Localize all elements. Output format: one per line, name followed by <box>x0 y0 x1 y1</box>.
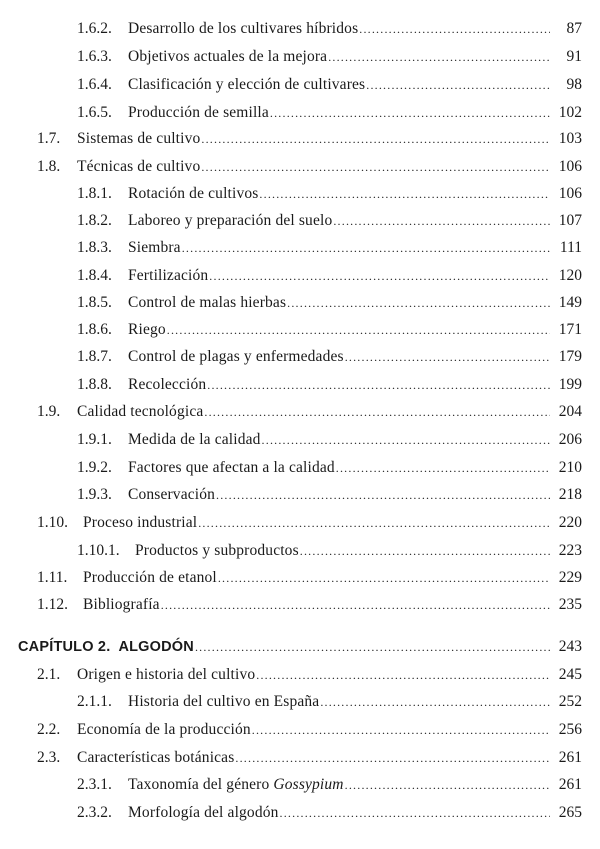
toc-entry-title: Riego <box>128 321 166 338</box>
toc-entry-page-number: 252 <box>558 693 582 710</box>
toc-entry <box>77 264 582 288</box>
toc-entry-number: 1.9.2. <box>77 459 112 476</box>
toc-entry-page-number: 243 <box>558 638 582 655</box>
toc-entry-page-number: 91 <box>566 48 582 65</box>
toc-entry-page-number: 179 <box>558 348 582 365</box>
toc-entry <box>77 483 582 507</box>
dot-leader <box>198 511 550 535</box>
toc-entry-title: Factores que afectan a la calidad <box>128 459 335 476</box>
toc-entry <box>37 746 582 770</box>
toc-entry-number: 1.8.8. <box>77 376 112 393</box>
dot-leader <box>345 773 550 797</box>
dot-leader <box>320 690 550 714</box>
toc-entry-title: Técnicas de cultivo <box>77 158 201 175</box>
toc-entry-number: 1.7. <box>37 130 61 147</box>
toc-entry-title: Producción de etanol <box>83 569 217 586</box>
toc-entry-number: 1.12. <box>37 596 68 613</box>
toc-entry <box>77 539 582 563</box>
toc-entry-title: Productos y subproductos <box>135 542 299 559</box>
toc-entry-page-number: 229 <box>558 569 582 586</box>
toc-entry-number: 1.11. <box>37 569 68 586</box>
toc-chapter-entry <box>18 635 582 659</box>
toc-entry-title: Siembra <box>128 239 181 256</box>
toc-entry-title: Medida de la calidad <box>128 431 261 448</box>
toc-entry-page-number: 220 <box>558 514 582 531</box>
dot-leader <box>280 801 550 825</box>
toc-entry-title: Recolección <box>128 376 207 393</box>
toc-entry-number: 1.10.1. <box>77 542 120 559</box>
dot-leader <box>235 746 550 770</box>
toc-entry-title: Sistemas de cultivo <box>77 130 201 147</box>
toc-entry-page-number: 103 <box>558 130 582 147</box>
toc-entry <box>37 566 582 590</box>
toc-entry-number: 2.3.1. <box>77 776 112 793</box>
dot-leader <box>201 127 550 151</box>
toc-entry-page-number: 206 <box>558 431 582 448</box>
toc-entry-title-text: Taxonomía del género <box>128 776 274 793</box>
toc-entry-title: Características botánicas <box>77 749 235 766</box>
toc-entry-page-number: 106 <box>558 185 582 202</box>
toc-entry-page-number: 120 <box>558 267 582 284</box>
dot-leader <box>204 400 550 424</box>
toc-entry-page-number: 149 <box>558 294 582 311</box>
toc-entry <box>37 593 582 617</box>
toc-entry <box>37 155 582 179</box>
toc-entry-title: Morfología del algodón <box>128 804 279 821</box>
toc-entry <box>37 127 582 151</box>
toc-entry <box>77 182 582 206</box>
toc-entry-page-number: 199 <box>558 376 582 393</box>
dot-leader <box>262 428 550 452</box>
toc-entry-page-number: 235 <box>558 596 582 613</box>
toc-entry-number: 1.8.4. <box>77 267 112 284</box>
toc-entry-title: Control de plagas y enfermedades <box>128 348 344 365</box>
toc-entry-number: CAPÍTULO 2. <box>18 639 111 655</box>
toc-entry-page-number: 261 <box>558 749 582 766</box>
toc-entry-page-number: 107 <box>558 212 582 229</box>
toc-entry-page-number: 111 <box>559 239 582 256</box>
dot-leader <box>336 456 550 480</box>
toc-entry-title: Historia del cultivo en España <box>128 693 320 710</box>
toc-entry-page-number: 204 <box>558 403 582 420</box>
toc-entry <box>77 801 582 825</box>
toc-entry-page-number: 171 <box>558 321 582 338</box>
dot-leader <box>218 566 550 590</box>
toc-entry-number: 1.6.5. <box>77 104 112 121</box>
dot-leader <box>216 483 550 507</box>
toc-entry-page-number: 245 <box>558 666 582 683</box>
toc-entry-page-number: 210 <box>558 459 582 476</box>
dot-leader <box>345 345 550 369</box>
toc-entry <box>77 17 582 41</box>
toc-entry-number: 1.8.5. <box>77 294 112 311</box>
toc-entry-number: 1.8.2. <box>77 212 112 229</box>
toc-entry-number: 1.8. <box>37 158 61 175</box>
toc-entry-title: Rotación de cultivos <box>128 185 259 202</box>
toc-entry-page-number: 223 <box>558 542 582 559</box>
toc-entry-number: 1.9. <box>37 403 61 420</box>
toc-entry-page-number: 265 <box>558 804 582 821</box>
toc-entry <box>37 400 582 424</box>
toc-entry-page-number: 87 <box>566 20 582 37</box>
toc-entry-title: Calidad tecnológica <box>77 403 204 420</box>
toc-entry-title: Control de malas hierbas <box>128 294 287 311</box>
toc-entry <box>77 773 582 797</box>
toc-entry-title: Economía de la producción <box>77 721 251 738</box>
toc-entry <box>37 718 582 742</box>
toc-entry-title-italic: Gossypium <box>273 776 344 793</box>
toc-entry-title: Bibliografía <box>83 596 160 613</box>
toc-entry <box>77 101 582 125</box>
toc-entry-title: Fertilización <box>128 267 209 284</box>
dot-leader <box>182 236 550 260</box>
toc-entry-title: Proceso industrial <box>83 514 198 531</box>
dot-leader <box>161 593 550 617</box>
toc-entry-number: 1.9.1. <box>77 431 112 448</box>
toc-entry-page-number: 256 <box>558 721 582 738</box>
toc-entry <box>77 318 582 342</box>
dot-leader <box>270 101 550 125</box>
toc-entry-number: 2.3.2. <box>77 804 112 821</box>
dot-leader <box>300 539 550 563</box>
dot-leader <box>207 373 550 397</box>
dot-leader <box>209 264 550 288</box>
dot-leader <box>259 182 550 206</box>
toc-entry-number: 1.9.3. <box>77 486 112 503</box>
toc-entry <box>77 373 582 397</box>
toc-entry-page-number: 106 <box>558 158 582 175</box>
toc-entry-title: ALGODÓN <box>118 639 194 655</box>
toc-entry-title <box>128 773 344 797</box>
toc-entry-number: 1.8.3. <box>77 239 112 256</box>
dot-leader <box>252 718 550 742</box>
toc-entry-page-number: 261 <box>558 776 582 793</box>
toc-entry <box>77 209 582 233</box>
toc-entry-title: Origen e historia del cultivo <box>77 666 256 683</box>
toc-entry-number: 1.8.6. <box>77 321 112 338</box>
toc-entry <box>77 291 582 315</box>
toc-entry-number: 1.10. <box>37 514 68 531</box>
toc-entry <box>77 236 582 260</box>
dot-leader <box>359 17 550 41</box>
dot-leader <box>333 209 550 233</box>
toc-entry <box>77 73 582 97</box>
toc-entry <box>77 690 582 714</box>
toc-entry-number: 2.3. <box>37 749 61 766</box>
toc-entry-number: 1.8.7. <box>77 348 112 365</box>
toc-entry <box>37 663 582 687</box>
toc-entry-number: 1.8.1. <box>77 185 112 202</box>
toc-entry-number: 1.6.3. <box>77 48 112 65</box>
toc-entry <box>77 428 582 452</box>
toc-entry <box>77 456 582 480</box>
toc-entry-number: 2.1.1. <box>77 693 112 710</box>
dot-leader <box>201 155 550 179</box>
toc-entry-page-number: 218 <box>558 486 582 503</box>
dot-leader <box>256 663 550 687</box>
dot-leader <box>195 635 550 659</box>
toc-entry-title: Clasificación y elección de cultivares <box>128 76 366 93</box>
toc-entry-number: 2.2. <box>37 721 61 738</box>
dot-leader <box>366 73 550 97</box>
toc-entry-number: 2.1. <box>37 666 61 683</box>
toc-entry-title: Laboreo y preparación del suelo <box>128 212 333 229</box>
dot-leader <box>328 45 550 69</box>
toc-entry-page-number: 98 <box>566 76 582 93</box>
toc-entry <box>37 511 582 535</box>
toc-entry <box>77 45 582 69</box>
dot-leader <box>287 291 550 315</box>
toc-entry-title: Objetivos actuales de la mejora <box>128 48 328 65</box>
toc-entry-number: 1.6.2. <box>77 20 112 37</box>
dot-leader <box>167 318 550 342</box>
toc-entry-number: 1.6.4. <box>77 76 112 93</box>
toc-entry-title: Conservación <box>128 486 216 503</box>
toc-entry <box>77 345 582 369</box>
toc-entry-page-number: 102 <box>558 104 582 121</box>
toc-entry-title: Desarrollo de los cultivares híbridos <box>128 20 359 37</box>
toc-entry-title: Producción de semilla <box>128 104 269 121</box>
